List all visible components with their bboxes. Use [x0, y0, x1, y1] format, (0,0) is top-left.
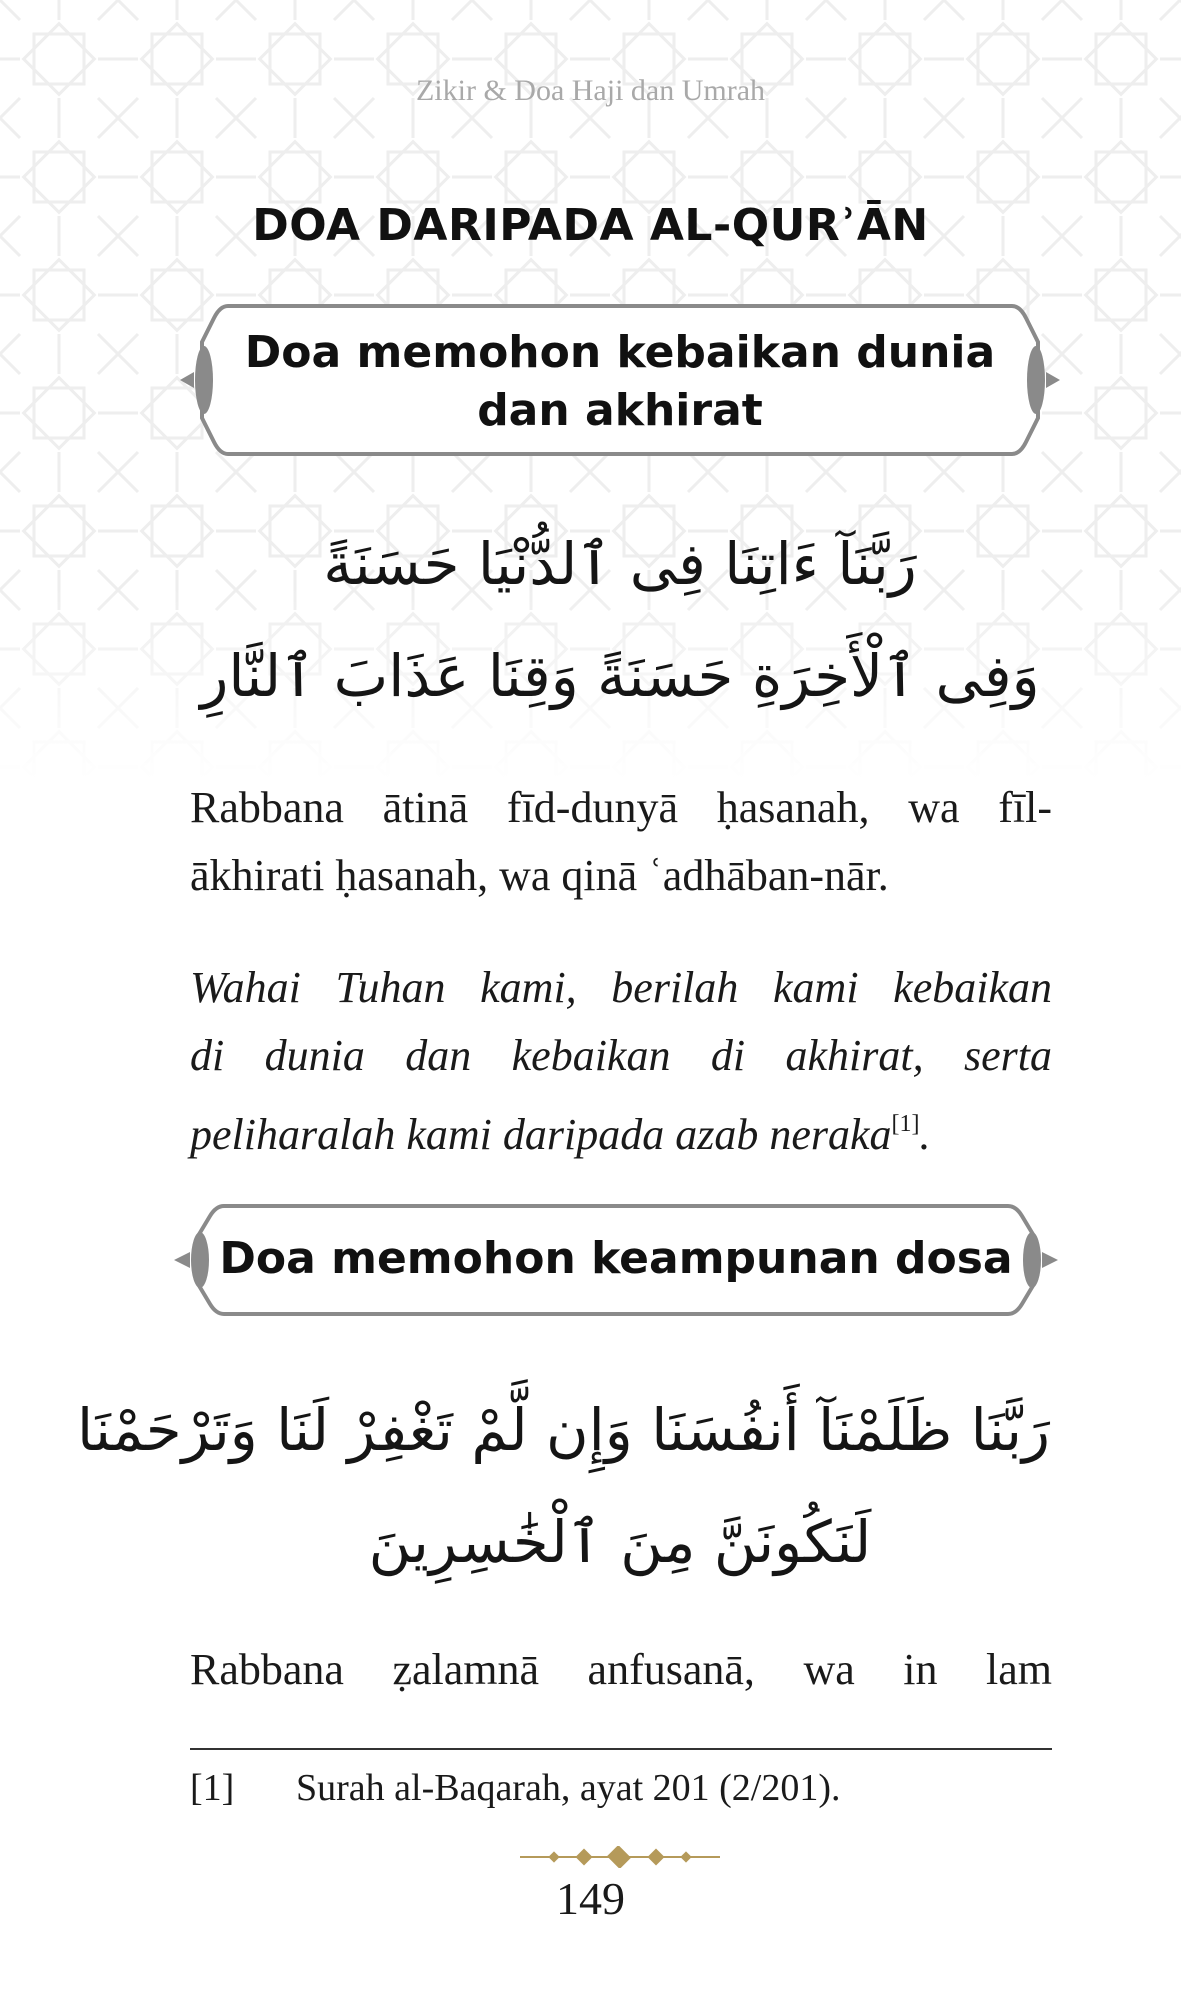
transliteration-line: ākhirati ḥasanah, wa qinā ʿadhāban-nār. — [190, 851, 889, 900]
prayer-title-line: dan akhirat — [477, 385, 763, 436]
prayer-title-line: Doa memohon keampunan dosa — [219, 1233, 1013, 1284]
transliteration-line: Rabbana ẓalamnā anfusanā, wa in lam — [190, 1645, 1052, 1694]
meaning-text — [190, 954, 1052, 1169]
meaning-line-last — [190, 1090, 1052, 1169]
transliteration-line: Rabbana ātinā fīd-dunyā ḥasanah, wa fīl- — [190, 783, 1052, 832]
prayer-title-frame — [174, 1202, 1058, 1318]
page-ornament — [520, 1846, 720, 1868]
arabic-verse-line: وَفِى ٱلْأَخِرَةِ حَسَنَةً وَقِنَا عَذَابَ ٱلنَّارِ — [200, 642, 1040, 710]
meaning-end-punctuation: . — [919, 1110, 931, 1159]
prayer-title-line: Doa memohon kebaikan dunia — [244, 327, 996, 378]
page-number: 149 — [556, 1873, 625, 1924]
meaning-line: di dunia dan kebaikan di akhirat, serta — [190, 1031, 1052, 1080]
footnote-marker: [1] — [190, 1767, 235, 1809]
footnote-reference[interactable]: [1] — [891, 1111, 920, 1137]
meaning-line: Wahai Tuhan kami, berilah kami kebaikan — [190, 963, 1052, 1012]
footnote-text: Surah al-Baqarah, ayat 201 (2/201). — [296, 1767, 841, 1809]
arabic-verse-line: لَنَكُونَنَّ مِنَ ٱلْخَٰسِرِينَ — [368, 1508, 872, 1576]
footnote-divider — [190, 1748, 1052, 1750]
section-title: DOA DARIPADA AL-QURʾĀN — [252, 200, 929, 251]
arabic-verse-line: رَبَّنَا ظَلَمْنَآ أَنفُسَنَا وَإِن لَّمْ تَغْفِرْ لَنَا وَتَرْحَمْنَا — [77, 1396, 1050, 1464]
meaning-line: peliharalah kami daripada azab neraka — [190, 1110, 892, 1159]
prayer-title-frame — [180, 302, 1060, 458]
running-header: Zikir & Doa Haji dan Umrah — [415, 74, 766, 107]
arabic-verse-line: رَبَّنَآ ءَاتِنَا فِى ٱلدُّنْيَا حَسَنَةً — [323, 530, 917, 598]
